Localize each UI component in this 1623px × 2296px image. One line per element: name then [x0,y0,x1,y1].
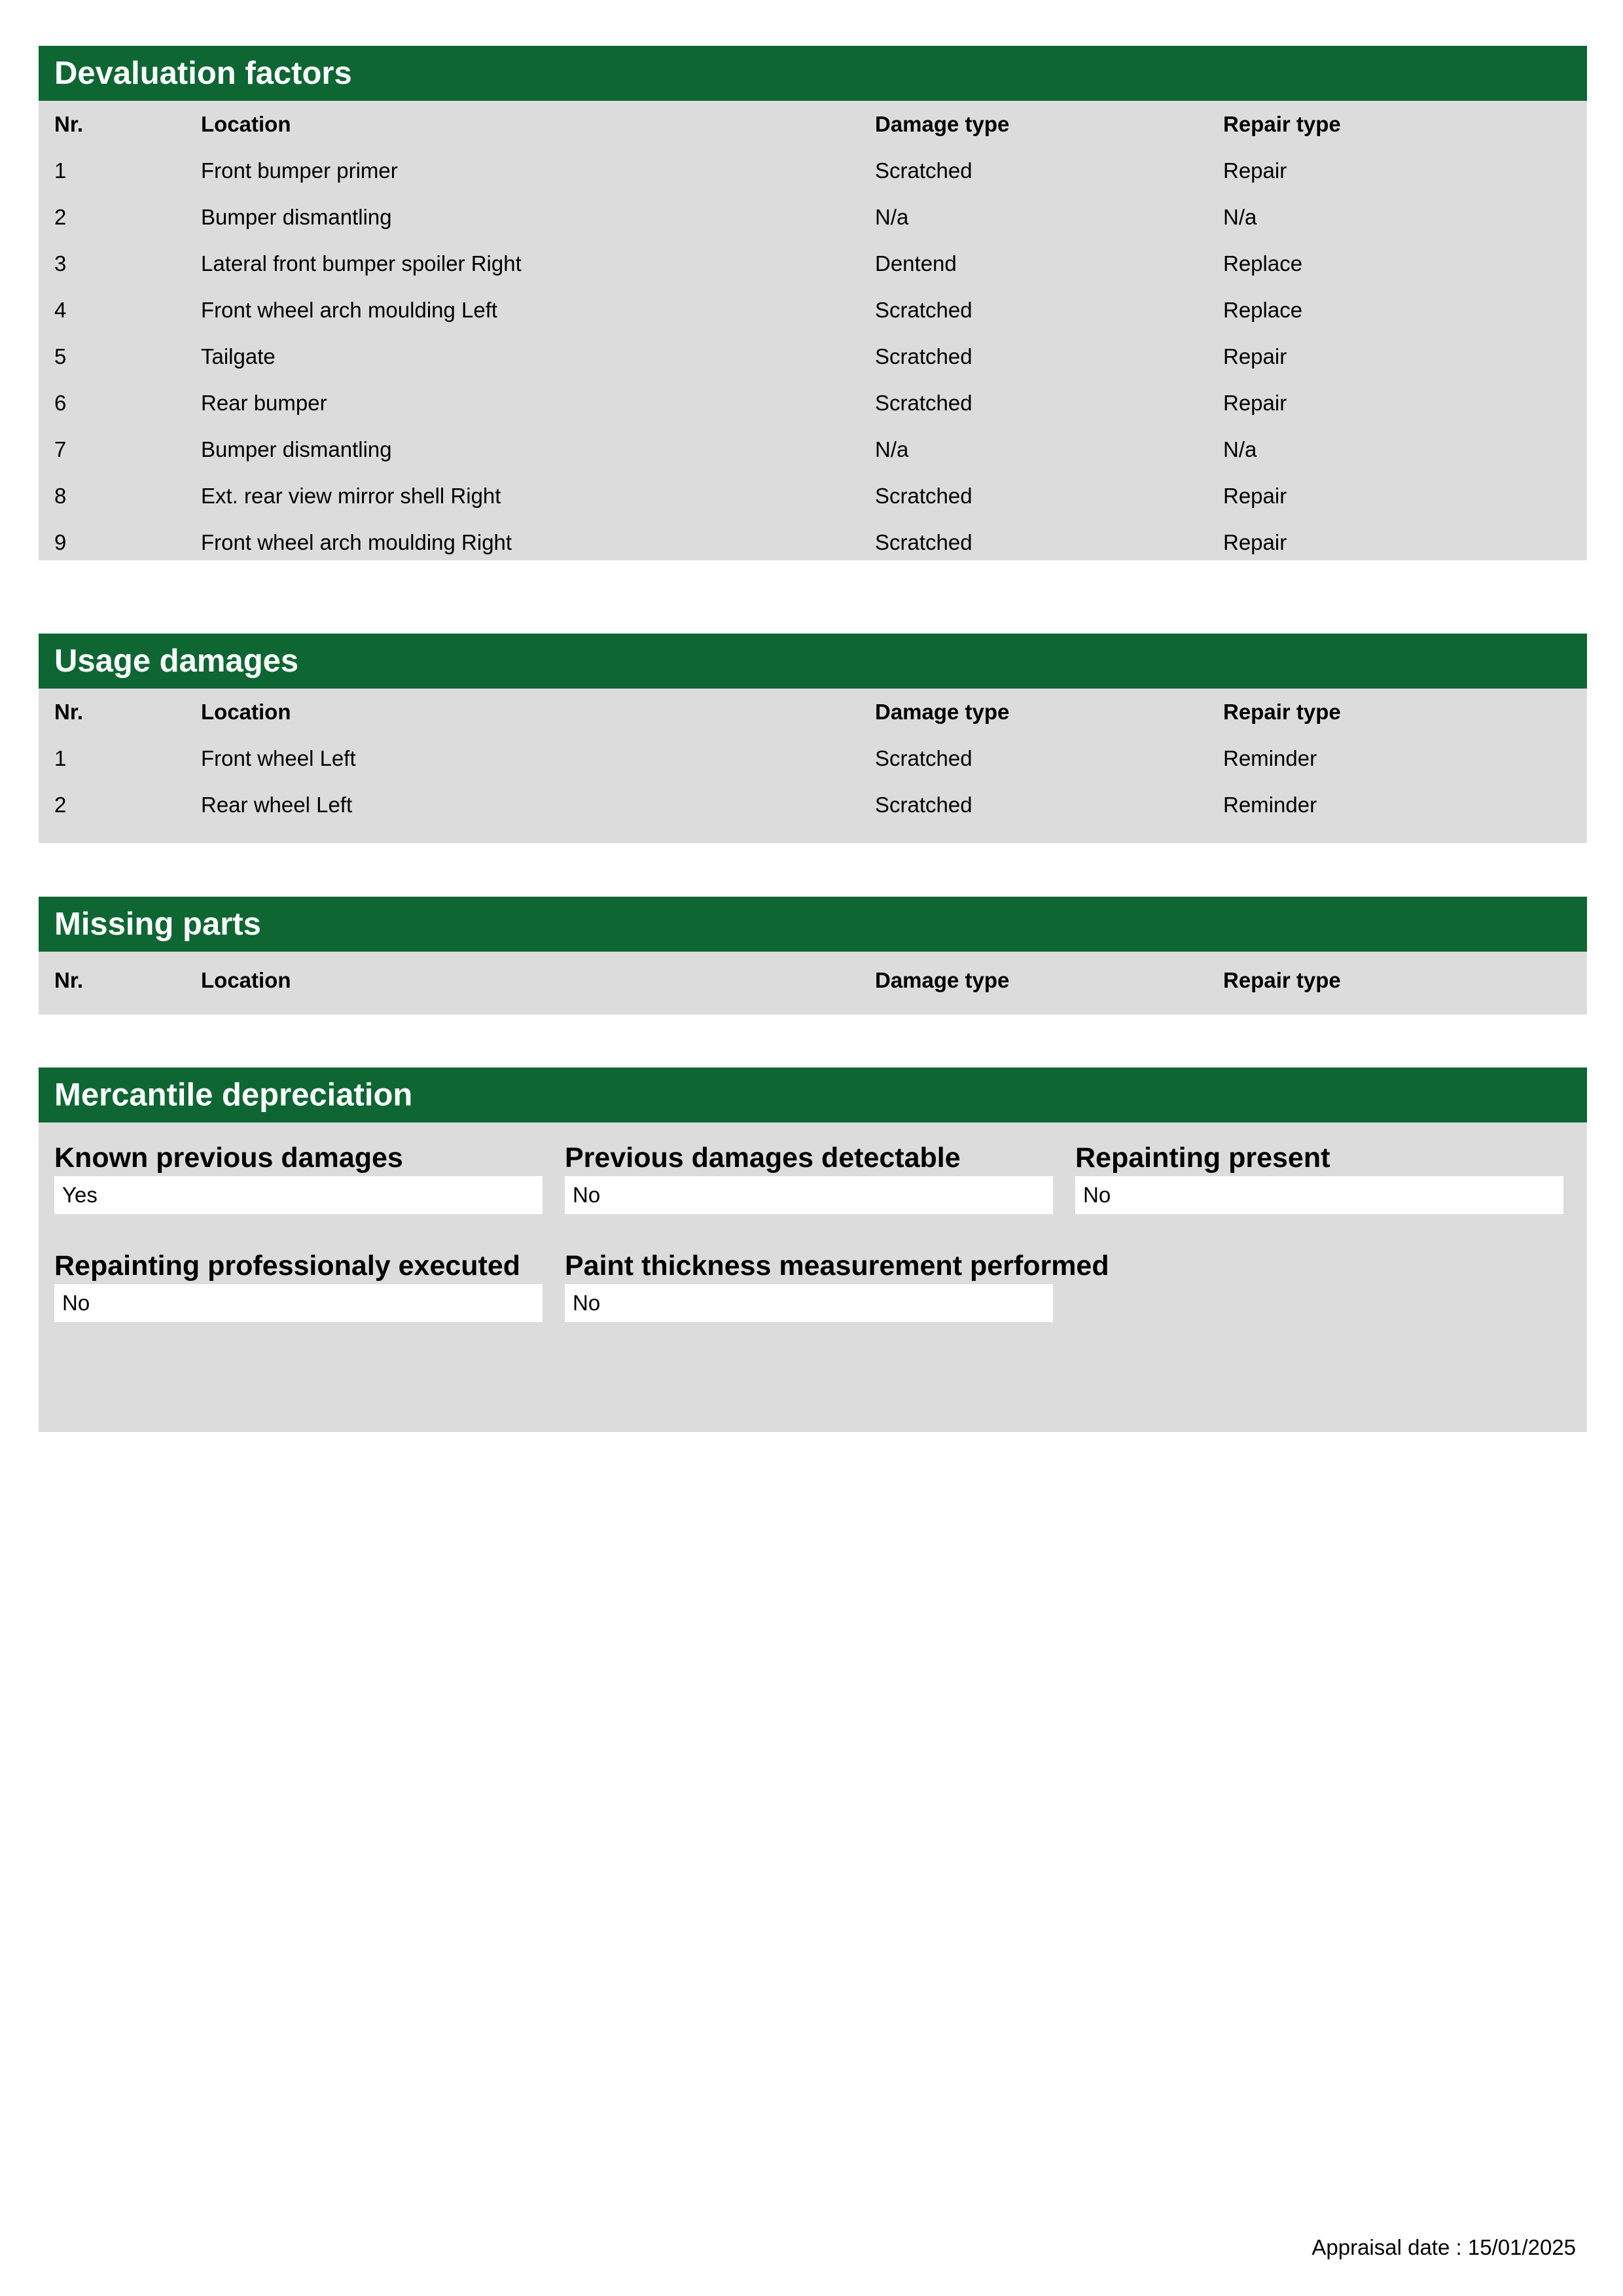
row-damage-type: Scratched [875,391,972,415]
col-header-nr: Nr. [54,112,84,136]
table-header-row [39,957,1587,1003]
table-row [39,781,1587,828]
row-damage-type: Scratched [875,158,972,183]
row-damage-type: Scratched [875,298,972,322]
mercantile-depreciation-title: Mercantile depreciation [39,1067,1587,1122]
row-location: Rear bumper [201,391,327,415]
row-nr: 1 [54,158,67,183]
row-nr: 2 [54,793,67,817]
col-header-location: Location [201,968,291,992]
col-header-repair-type: Repair type [1223,112,1341,136]
table-row [39,194,1587,240]
row-nr: 6 [54,391,67,415]
field-label: Previous damages detectable [565,1142,961,1174]
col-header-damage-type: Damage type [875,112,1010,136]
field-value: No [565,1284,1053,1322]
field-value: No [1075,1176,1563,1214]
field-value: Yes [54,1176,543,1214]
usage-damages-section [39,634,1587,843]
usage-damages-table [39,689,1587,843]
table-row [39,735,1587,781]
table-row [39,333,1587,380]
col-header-location: Location [201,112,291,136]
table-row [39,426,1587,473]
row-nr: 4 [54,298,67,322]
row-repair-type: Replace [1223,251,1303,276]
row-location: Front bumper primer [201,158,398,183]
paint-thickness-measurement-field [565,1247,1109,1322]
row-location: Tailgate [201,344,276,368]
table-row [39,380,1587,426]
table-row [39,473,1587,519]
table-row [39,519,1587,565]
row-damage-type: Scratched [875,530,972,554]
row-repair-type: Repair [1223,344,1287,368]
field-value: No [565,1176,1053,1214]
field-label: Paint thickness measurement performed [565,1250,1109,1282]
repainting-professionally-executed-field [54,1247,543,1322]
table-row [39,287,1587,333]
col-header-repair-type: Repair type [1223,968,1341,992]
row-repair-type: N/a [1223,437,1257,461]
row-damage-type: Dentend [875,251,957,276]
missing-parts-table [39,952,1587,1014]
row-damage-type: Scratched [875,344,972,368]
row-nr: 2 [54,205,67,229]
devaluation-factors-table [39,101,1587,560]
row-nr: 8 [54,484,67,508]
usage-damages-title: Usage damages [39,634,1587,689]
field-label: Known previous damages [54,1142,403,1174]
mercantile-depreciation-fields [39,1122,1587,1432]
table-row [39,147,1587,194]
mercantile-depreciation-section [39,1067,1587,1432]
devaluation-factors-section [39,46,1587,560]
row-repair-type: Repair [1223,391,1287,415]
row-location: Front wheel arch moulding Left [201,298,498,322]
row-damage-type: N/a [875,205,909,229]
table-header-row [39,101,1587,147]
row-damage-type: N/a [875,437,909,461]
row-location: Front wheel Left [201,746,356,770]
col-header-nr: Nr. [54,700,84,724]
row-nr: 1 [54,746,67,770]
row-repair-type: Replace [1223,298,1303,322]
row-nr: 3 [54,251,67,276]
row-repair-type: Repair [1223,158,1287,183]
table-row [39,240,1587,287]
known-previous-damages-field [54,1139,543,1214]
field-value: No [54,1284,543,1322]
devaluation-factors-title: Devaluation factors [39,46,1587,101]
col-header-repair-type: Repair type [1223,700,1341,724]
row-damage-type: Scratched [875,746,972,770]
col-header-damage-type: Damage type [875,700,1010,724]
row-repair-type: Repair [1223,530,1287,554]
field-label: Repainting present [1075,1142,1330,1174]
col-header-nr: Nr. [54,968,84,992]
field-label: Repainting professionaly executed [54,1250,521,1282]
row-nr: 7 [54,437,67,461]
missing-parts-title: Missing parts [39,897,1587,952]
row-location: Bumper dismantling [201,437,392,461]
appraisal-date: Appraisal date : 15/01/2025 [1311,2235,1576,2259]
row-repair-type: Reminder [1223,746,1317,770]
row-damage-type: Scratched [875,484,972,508]
repainting-present-field [1075,1139,1563,1214]
row-nr: 9 [54,530,67,554]
row-repair-type: Reminder [1223,793,1317,817]
row-damage-type: Scratched [875,793,972,817]
row-repair-type: N/a [1223,205,1257,229]
row-nr: 5 [54,344,67,368]
previous-damages-detectable-field [565,1139,1053,1214]
row-location: Ext. rear view mirror shell Right [201,484,501,508]
missing-parts-section [39,897,1587,1014]
col-header-location: Location [201,700,291,724]
row-repair-type: Repair [1223,484,1287,508]
row-location: Front wheel arch moulding Right [201,530,512,554]
col-header-damage-type: Damage type [875,968,1010,992]
row-location: Rear wheel Left [201,793,353,817]
table-header-row [39,689,1587,735]
row-location: Bumper dismantling [201,205,392,229]
row-location: Lateral front bumper spoiler Right [201,251,522,276]
